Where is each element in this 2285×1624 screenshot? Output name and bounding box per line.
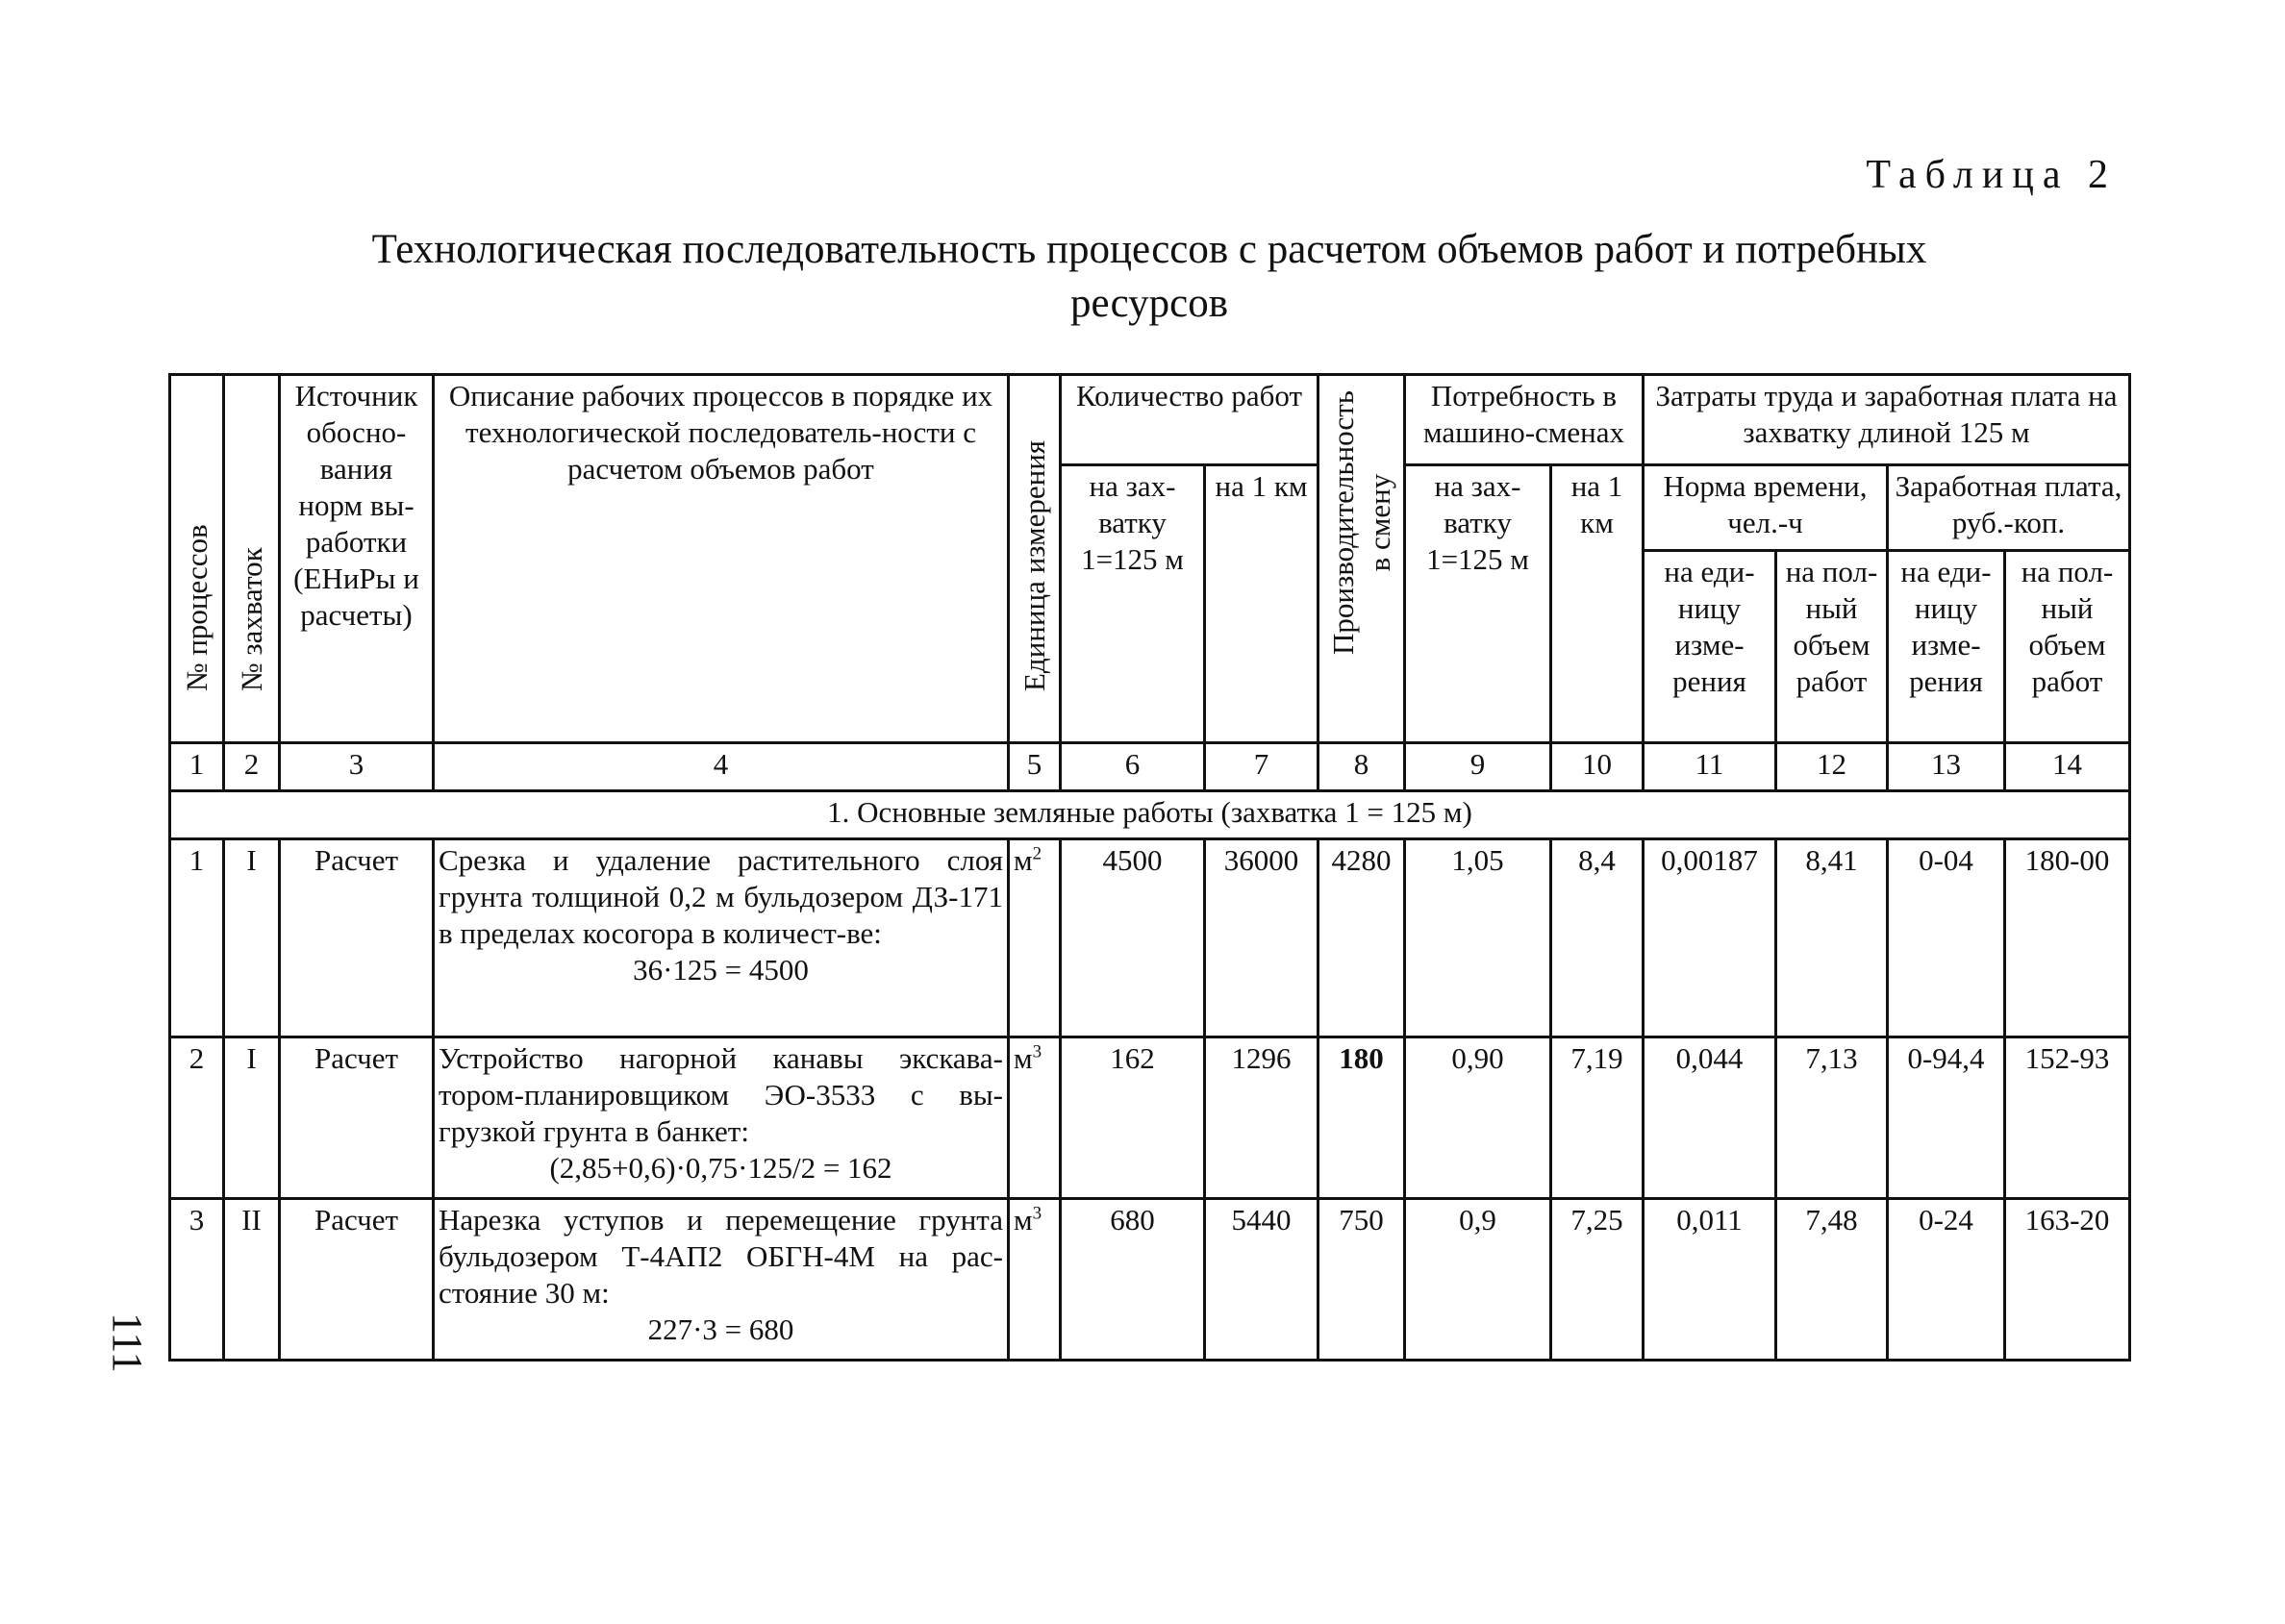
productivity-cell: 180 — [1318, 1037, 1405, 1199]
pay-total-cell: 152-93 — [2005, 1037, 2130, 1199]
qty-zahvatka-cell: 162 — [1061, 1037, 1205, 1199]
formula-text: 36·125 = 4500 — [633, 953, 809, 987]
qty-km-cell: 1296 — [1205, 1037, 1318, 1199]
column-number: 7 — [1205, 743, 1318, 791]
column-number: 8 — [1318, 743, 1405, 791]
machine-zahvatka-cell: 0,9 — [1405, 1199, 1551, 1361]
header-col-9: на зах-ватку 1=125 м — [1405, 465, 1551, 743]
qty-km-cell: 36000 — [1205, 839, 1318, 1037]
formula-text: 227·3 = 680 — [647, 1312, 794, 1346]
process-number: 2 — [170, 1037, 224, 1199]
header-norm-group: Норма времени, чел.-ч — [1644, 465, 1888, 551]
header-col-4: Описание рабочих процессов в порядке их технологической последователь-ности с расчетом объемов работ — [434, 375, 1009, 743]
column-number: 2 — [224, 743, 280, 791]
column-number: 5 — [1009, 743, 1061, 791]
table-row — [170, 839, 2130, 1037]
resources-table — [168, 373, 2131, 1362]
unit-cell — [1009, 839, 1061, 1037]
unit-text: м — [1014, 1041, 1033, 1075]
process-number: 1 — [170, 839, 224, 1037]
norm-unit-cell: 0,00187 — [1644, 839, 1776, 1037]
machine-km-cell: 7,19 — [1551, 1037, 1644, 1199]
unit-cell — [1009, 1037, 1061, 1199]
unit-superscript: 3 — [1032, 1041, 1042, 1062]
description-text: Нарезка уступов и перемещение грунта бульдозером Т-4АП2 ОБГН-4М на рас-стояние 30 м: — [439, 1203, 1003, 1310]
header-col-6: на зах-ватку 1=125 м — [1061, 465, 1205, 743]
source-cell: Расчет — [280, 1037, 434, 1199]
section-title: 1. Основные земляные работы (захватка 1 = 125 м) — [170, 791, 2130, 839]
header-col-2: № захваток — [224, 375, 280, 743]
header-pay-group: Заработная плата, руб.-коп. — [1888, 465, 2130, 551]
column-number: 3 — [280, 743, 434, 791]
machine-zahvatka-cell: 1,05 — [1405, 839, 1551, 1037]
page-number: 111 — [104, 1312, 151, 1373]
header-col-8-line2: в смену — [1362, 473, 1396, 572]
column-number: 10 — [1551, 743, 1644, 791]
header-col-8-line1: Производительность — [1325, 390, 1360, 655]
document-title — [173, 223, 2125, 331]
table-row — [170, 1199, 2130, 1361]
description-cell — [434, 839, 1009, 1037]
qty-zahvatka-cell: 4500 — [1061, 839, 1205, 1037]
header-quantity-group: Количество работ — [1061, 375, 1318, 465]
source-cell: Расчет — [280, 1199, 434, 1361]
column-number: 1 — [170, 743, 224, 791]
zahvatka-number: I — [224, 839, 280, 1037]
column-number: 11 — [1644, 743, 1776, 791]
process-number: 3 — [170, 1199, 224, 1361]
title-line-1: Технологическая последовательность процессов с расчетом объемов работ и потребных — [371, 227, 1927, 272]
unit-text: м — [1014, 843, 1033, 877]
unit-superscript: 3 — [1032, 1203, 1042, 1224]
description-cell — [434, 1199, 1009, 1361]
norm-total-cell: 7,13 — [1776, 1037, 1888, 1199]
table-label: Таблица 2 — [1866, 153, 2117, 197]
column-number: 9 — [1405, 743, 1551, 791]
column-number: 6 — [1061, 743, 1205, 791]
zahvatka-number: I — [224, 1037, 280, 1199]
header-col-10: на 1 км — [1551, 465, 1644, 743]
pay-total-cell: 163-20 — [2005, 1199, 2130, 1361]
unit-text: м — [1014, 1203, 1033, 1237]
header-col-3: Источник обосно-вания норм вы-работки (ЕНиРы и расчеты) — [280, 375, 434, 743]
column-number-row — [170, 743, 2130, 791]
header-col-12: на пол-ный объем работ — [1776, 551, 1888, 743]
section-row — [170, 791, 2130, 839]
machine-km-cell: 8,4 — [1551, 839, 1644, 1037]
column-number: 4 — [434, 743, 1009, 791]
header-col-11: на еди-ницу изме-рения — [1644, 551, 1776, 743]
qty-zahvatka-cell: 680 — [1061, 1199, 1205, 1361]
header-labor-group: Затраты труда и заработная плата на захватку длиной 125 м — [1644, 375, 2130, 465]
norm-unit-cell: 0,044 — [1644, 1037, 1776, 1199]
machine-km-cell: 7,25 — [1551, 1199, 1644, 1361]
column-number: 12 — [1776, 743, 1888, 791]
norm-unit-cell: 0,011 — [1644, 1199, 1776, 1361]
pay-total-cell: 180-00 — [2005, 839, 2130, 1037]
header-col-5: Единица измерения — [1009, 375, 1061, 743]
table-row — [170, 1037, 2130, 1199]
zahvatka-number: II — [224, 1199, 280, 1361]
unit-cell — [1009, 1199, 1061, 1361]
machine-zahvatka-cell: 0,90 — [1405, 1037, 1551, 1199]
productivity-cell: 750 — [1318, 1199, 1405, 1361]
pay-unit-cell: 0-94,4 — [1888, 1037, 2005, 1199]
description-text: Устройство нагорной канавы экскава-тором-планировщиком ЭО-3533 с вы-грузкой грунта в банкет: — [439, 1041, 1003, 1148]
column-number: 13 — [1888, 743, 2005, 791]
qty-km-cell: 5440 — [1205, 1199, 1318, 1361]
norm-total-cell: 8,41 — [1776, 839, 1888, 1037]
header-col-1: № процессов — [170, 375, 224, 743]
header-col-13: на еди-ницу изме-рения — [1888, 551, 2005, 743]
header-row-1 — [170, 375, 2130, 465]
source-cell: Расчет — [280, 839, 434, 1037]
header-col-14: на пол-ный объем работ — [2005, 551, 2130, 743]
title-line-2: ресурсов — [1069, 281, 1229, 326]
header-col-8 — [1318, 375, 1405, 743]
header-col-7: на 1 км — [1205, 465, 1318, 743]
pay-unit-cell: 0-04 — [1888, 839, 2005, 1037]
formula-text: (2,85+0,6)·0,75·125/2 = 162 — [549, 1151, 892, 1185]
unit-superscript: 2 — [1032, 843, 1042, 864]
norm-total-cell: 7,48 — [1776, 1199, 1888, 1361]
pay-unit-cell: 0-24 — [1888, 1199, 2005, 1361]
column-number: 14 — [2005, 743, 2130, 791]
description-cell — [434, 1037, 1009, 1199]
header-machine-group: Потребность в машино-сменах — [1405, 375, 1644, 465]
productivity-cell: 4280 — [1318, 839, 1405, 1037]
description-text: Срезка и удаление растительного слоя грунта толщиной 0,2 м бульдозером ДЗ-171 в пределах косогора в количест-ве: — [439, 843, 1003, 950]
